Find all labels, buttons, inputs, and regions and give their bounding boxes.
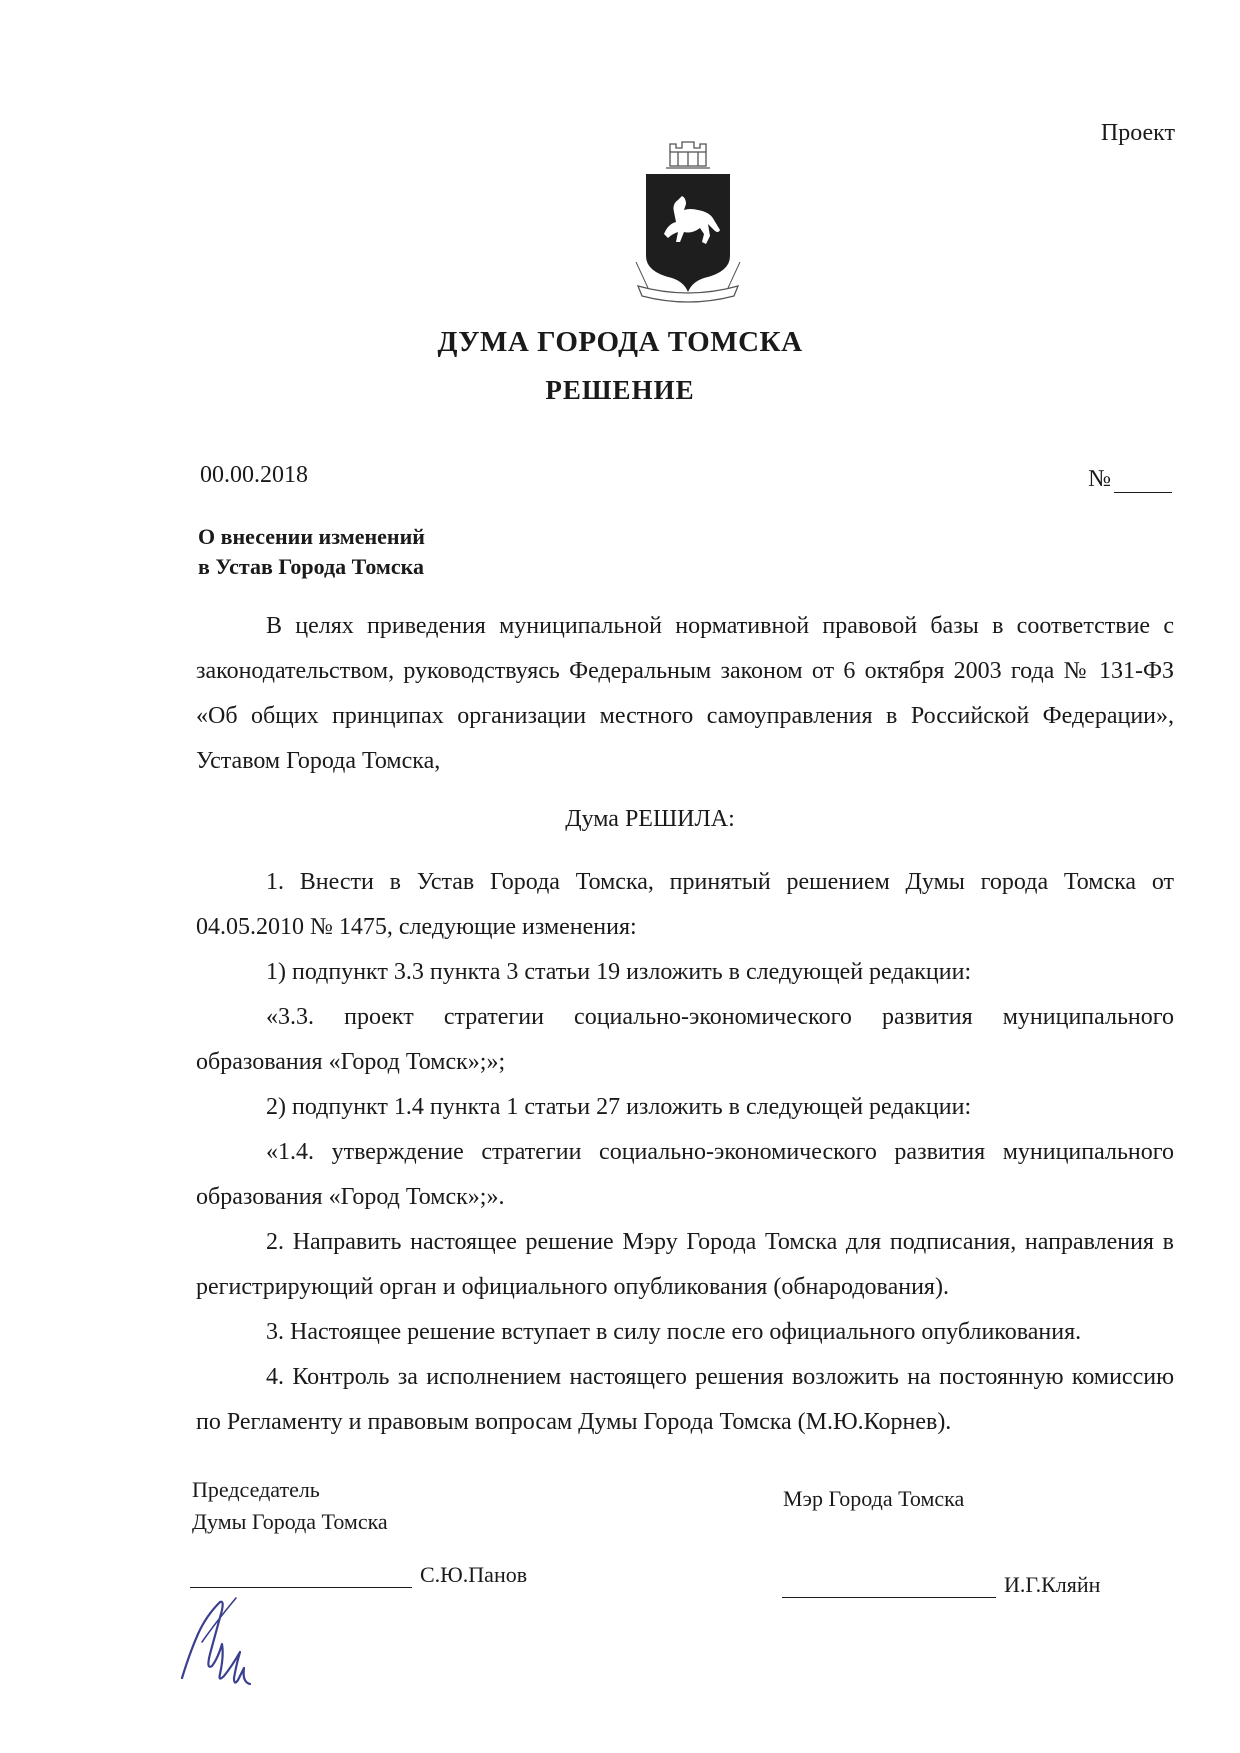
chairman-title xyxy=(192,1474,388,1538)
list-item: «3.3. проект стратегии социально-экономического развития муниципального образования «Город Томск»;»; xyxy=(196,1004,1174,1075)
preamble xyxy=(196,604,1174,784)
number-label: № xyxy=(1088,466,1111,492)
list-item: 2) подпункт 1.4 пункта 1 статьи 27 изложить в следующей редакции: xyxy=(266,1094,972,1120)
document-subject xyxy=(198,522,425,582)
chairman-name: С.Ю.Панов xyxy=(420,1562,528,1587)
list-item: 4. Контроль за исполнением настоящего решения возложить на постоянную комиссию по Регламенту и правовым вопросам Думы Города Томска (М.Ю.Корнев). xyxy=(196,1364,1174,1435)
chairman-title-line-1: Председатель xyxy=(192,1477,320,1502)
subject-line-2: в Устав Города Томска xyxy=(198,554,425,579)
subject-line-1: О внесении изменений xyxy=(198,524,425,549)
list-item: 3. Настоящее решение вступает в силу после его официального опубликования. xyxy=(266,1319,1082,1345)
list-item: 1) подпункт 3.3 пункта 3 статьи 19 изложить в следующей редакции: xyxy=(266,959,972,985)
organization-title: ДУМА ГОРОДА ТОМСКА xyxy=(437,326,803,358)
mayor-title: Мэр Города Томска xyxy=(783,1486,965,1511)
document-type-title: РЕШЕНИЕ xyxy=(545,375,695,405)
resolved-heading: Дума РЕШИЛА: xyxy=(565,806,735,832)
list-item: 1. Внести в Устав Города Томска, принятый решением Думы города Томска от 04.05.2010 № 1475, следующие изменения: xyxy=(196,869,1174,940)
document-date: 00.00.2018 xyxy=(200,462,308,488)
preamble-text: В целях приведения муниципальной нормативной правовой базы в соответствие с законодательством, руководствуясь Федеральным законом от 6 октября 2003 года № 131-ФЗ «Об общих принципах организации местного самоуправления в Российской Федерации», Уставом Города Томска, xyxy=(196,613,1174,774)
decision-items xyxy=(196,860,1174,1445)
mayor-signature-line xyxy=(782,1572,1100,1598)
list-item: «1.4. утверждение стратегии социально-экономического развития муниципального образования «Город Томск»;». xyxy=(196,1139,1174,1210)
handwritten-signature-icon xyxy=(172,1582,282,1692)
signature-blank-line xyxy=(782,1579,996,1598)
document-status: Проект xyxy=(1100,120,1175,146)
list-item: 2. Направить настоящее решение Мэру Города Томска для подписания, направления в регистрирующий орган и официального опубликования (обнародования). xyxy=(196,1229,1174,1300)
chairman-title-line-2: Думы Города Томска xyxy=(192,1509,388,1534)
number-blank-line xyxy=(1114,470,1172,493)
tomsk-coat-of-arms-icon xyxy=(634,138,742,306)
document-number xyxy=(1088,466,1172,493)
mayor-name: И.Г.Кляйн xyxy=(1004,1572,1101,1597)
